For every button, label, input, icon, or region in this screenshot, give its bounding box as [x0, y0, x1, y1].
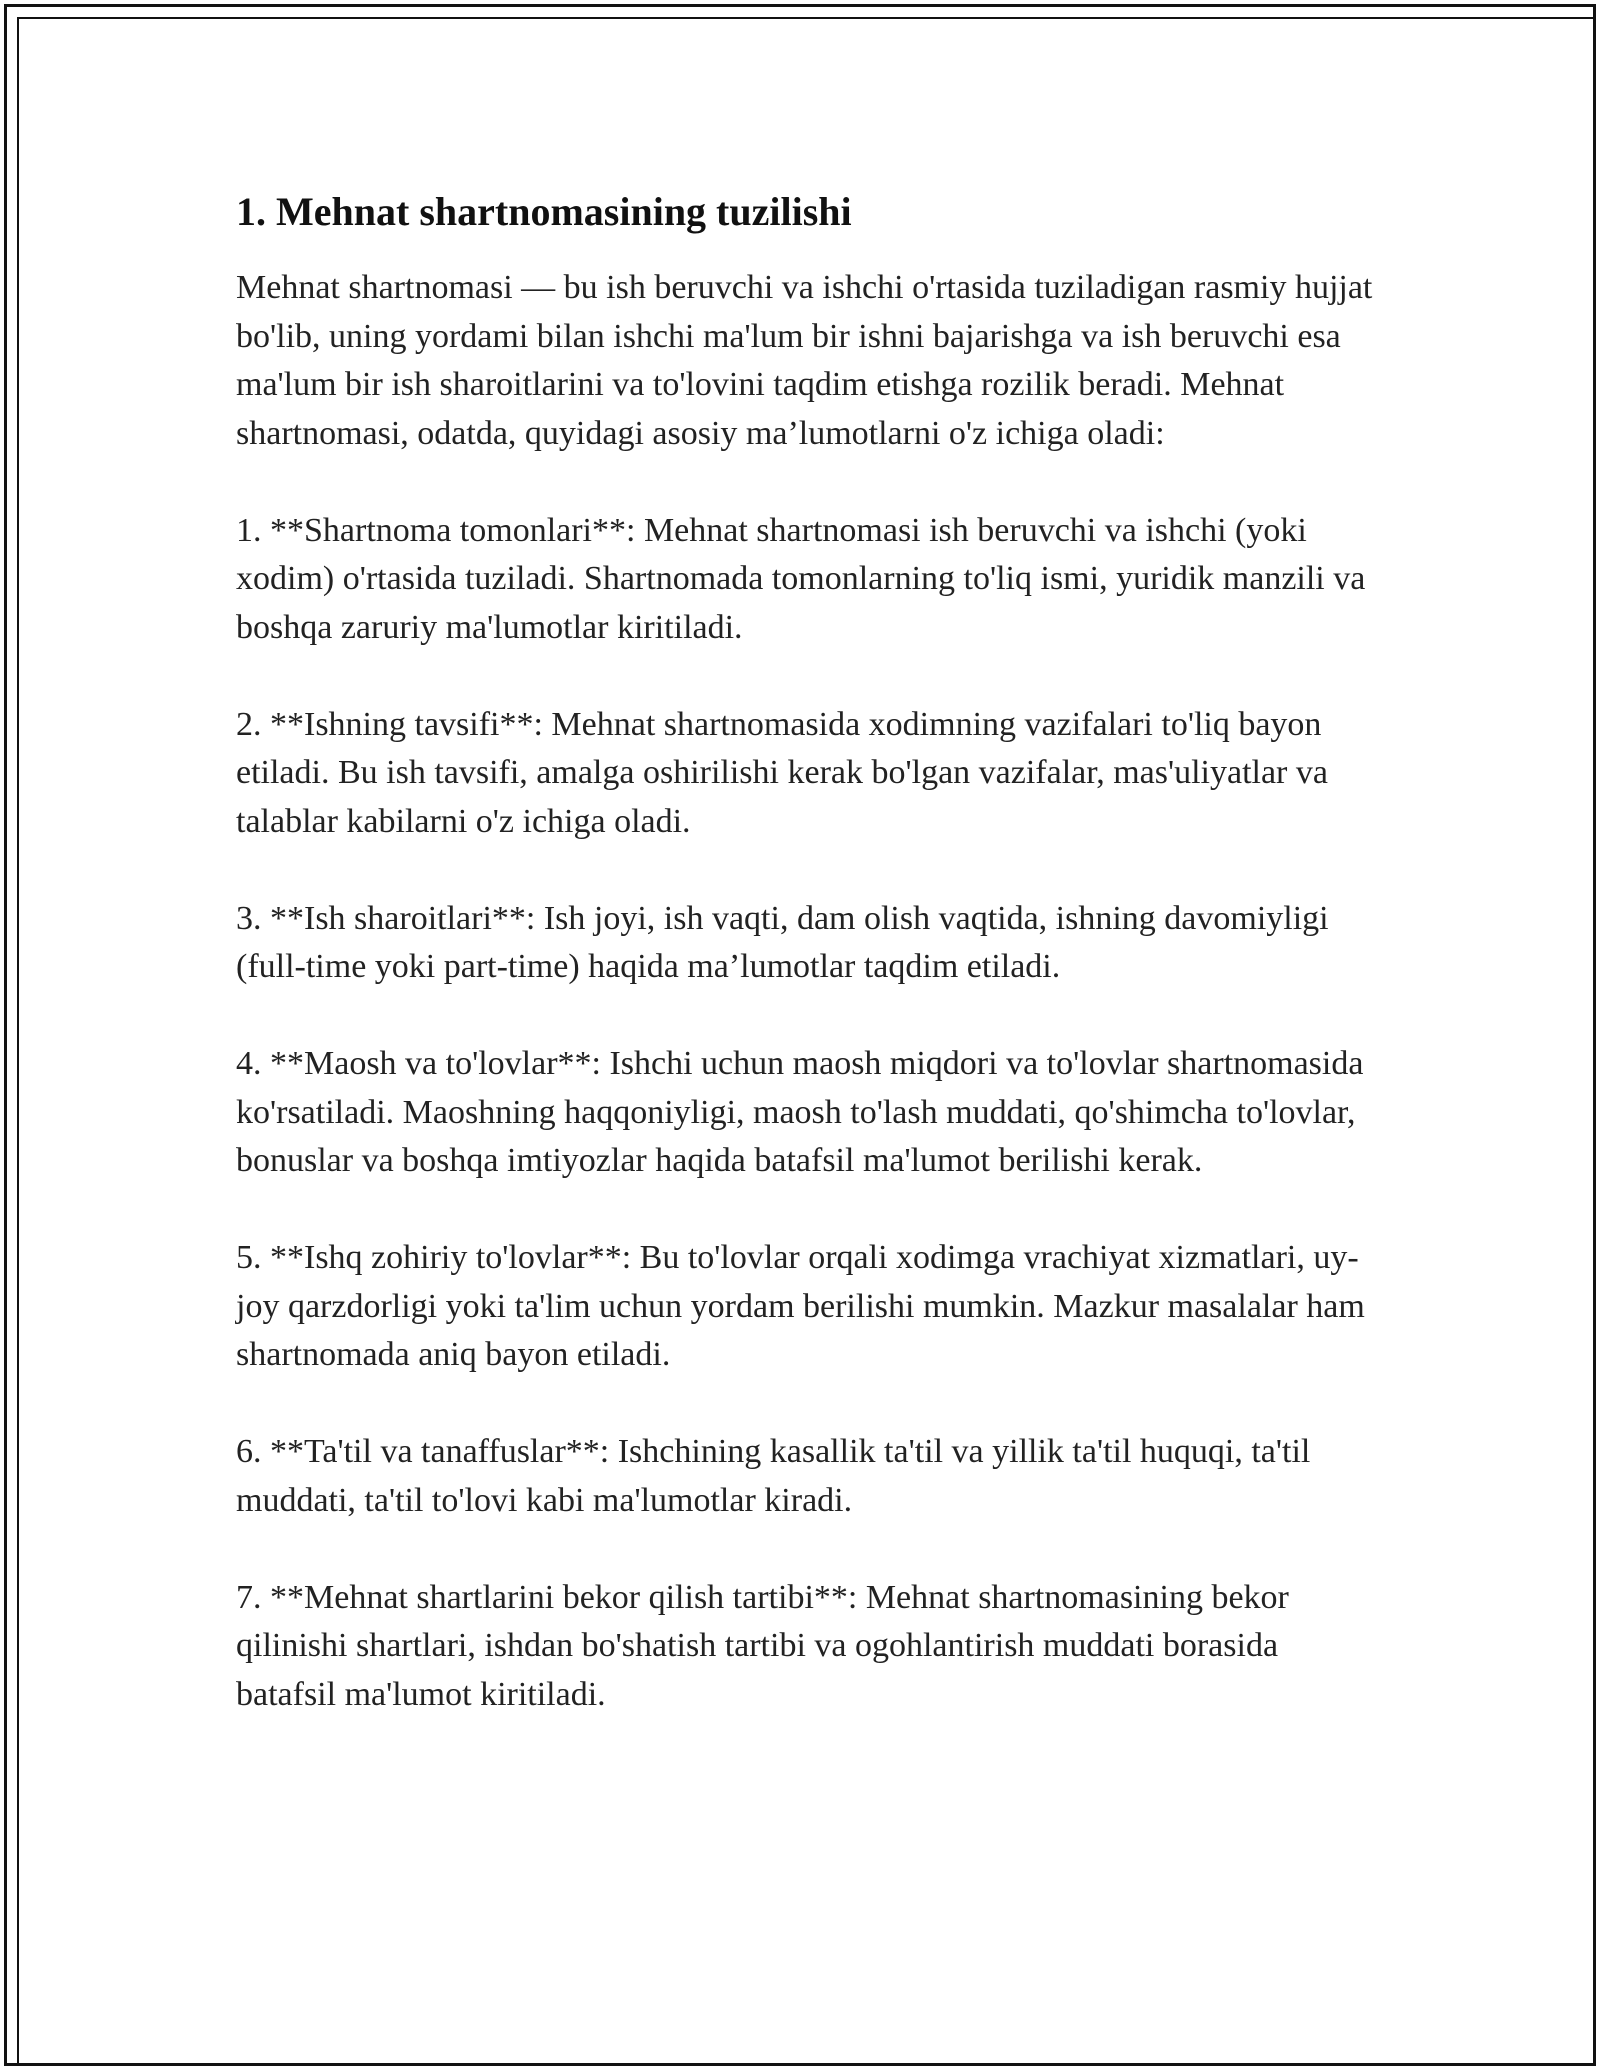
intro-paragraph: Mehnat shartnomasi — bu ish beruvchi va ishchi o'rtasida tuziladigan rasmiy hujjat bo'lib, uning yordami bilan ishchi ma'lum bir ishni bajarishga va ish beruvchi esa ma'lum bir ish sharoitlarini va to'lovini taqdim etishga rozilik beradi. Mehnat shartnomasi, odatda, quyidagi asosiy ma’lumotlarni o'z ichiga oladi: [236, 269, 1373, 452]
document-title: 1. Mehnat shartnomasining tuzilishi [236, 189, 852, 234]
list-item-4: 4. **Maosh va to'lovlar**: Ishchi uchun maosh miqdori va to'lovlar shartnomasida ko'rsatiladi. Maoshning haqqoniyligi, maosh to'lash muddati, qo'shimcha to'lovlar, bonuslar va boshqa imtiyozlar haqida batafsil ma'lumot berilishi kerak. [236, 1045, 1364, 1179]
list-item-1: 1. **Shartnoma tomonlari**: Mehnat shartnomasi ish beruvchi va ishchi (yoki xodim) o'rtasida tuziladi. Shartnomada tomonlarning to'liq ismi, yuridik manzili va boshqa zaruriy ma'lumotlar kiritiladi. [236, 511, 1366, 646]
list-item-7: 7. **Mehnat shartlarini bekor qilish tartibi**: Mehnat shartnomasining bekor qilinishi shartlari, ishdan bo'shatish tartibi va ogohlantirish muddati borasida batafsil ma'lumot kiritiladi. [236, 1578, 1289, 1713]
list-item-6: 6. **Ta'til va tanaffuslar**: Ishchining kasallik ta'til va yillik ta'til huquqi, ta'til muddati, ta'til to'lovi kabi ma'lumotlar kiradi. [236, 1433, 1311, 1519]
document-body [236, 186, 1376, 1768]
list-item-5: 5. **Ishq zohiriy to'lovlar**: Bu to'lovlar orqali xodimga vrachiyat xizmatlari, uy-joy qarzdorligi yoki ta'lim uchun yordam berilishi mumkin. Mazkur masalalar ham shartnomada aniq bayon etiladi. [236, 1239, 1365, 1373]
list-item-3: 3. **Ish sharoitlari**: Ish joyi, ish vaqti, dam olish vaqtida, ishning davomiyligi (full-time yoki part-time) haqida ma’lumotlar taqdim etiladi. [236, 899, 1329, 985]
list-item-2: 2. **Ishning tavsifi**: Mehnat shartnomasida xodimning vazifalari to'liq bayon etiladi. Bu ish tavsifi, amalga oshirilishi kerak bo'lgan vazifalar, mas'uliyatlar va talablar kabilarni o'z ichiga oladi. [236, 705, 1328, 840]
